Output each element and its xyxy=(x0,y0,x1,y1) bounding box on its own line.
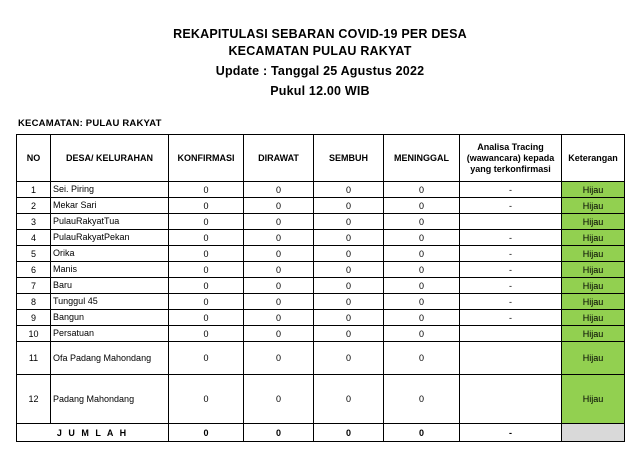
cell-konfirmasi: 0 xyxy=(169,214,244,230)
cell-sembuh: 0 xyxy=(314,262,384,278)
cell-meninggal: 0 xyxy=(384,198,460,214)
cell-konfirmasi: 0 xyxy=(169,310,244,326)
cell-no: 1 xyxy=(17,182,51,198)
cell-sembuh: 0 xyxy=(314,294,384,310)
cell-desa: Persatuan xyxy=(51,326,169,342)
cell-sembuh: 0 xyxy=(314,246,384,262)
cell-dirawat: 0 xyxy=(244,326,314,342)
rekap-table xyxy=(16,134,625,442)
cell-sembuh: 0 xyxy=(314,326,384,342)
table-row xyxy=(17,342,625,375)
cell-analisa: - xyxy=(460,310,562,326)
cell-konfirmasi: 0 xyxy=(169,246,244,262)
cell-analisa xyxy=(460,342,562,375)
col-header-meninggal: MENINGGAL xyxy=(384,135,460,182)
cell-analisa: - xyxy=(460,198,562,214)
cell-sembuh: 0 xyxy=(314,198,384,214)
cell-dirawat: 0 xyxy=(244,278,314,294)
cell-no: 9 xyxy=(17,310,51,326)
cell-dirawat: 0 xyxy=(244,342,314,375)
cell-konfirmasi: 0 xyxy=(169,294,244,310)
cell-sembuh: 0 xyxy=(314,375,384,424)
cell-analisa: - xyxy=(460,182,562,198)
title-line-1: REKAPITULASI SEBARAN COVID-19 PER DESA xyxy=(173,27,467,41)
cell-dirawat: 0 xyxy=(244,246,314,262)
total-sembuh: 0 xyxy=(314,424,384,442)
cell-analisa: - xyxy=(460,278,562,294)
cell-dirawat: 0 xyxy=(244,182,314,198)
cell-no: 6 xyxy=(17,262,51,278)
cell-no: 3 xyxy=(17,214,51,230)
cell-desa: Baru xyxy=(51,278,169,294)
table-row xyxy=(17,214,625,230)
cell-konfirmasi: 0 xyxy=(169,230,244,246)
table-row xyxy=(17,262,625,278)
col-header-desa: DESA/ KELURAHAN xyxy=(51,135,169,182)
table-row xyxy=(17,182,625,198)
cell-keterangan: Hijau xyxy=(562,326,625,342)
table-header xyxy=(17,135,625,182)
cell-desa: PulauRakyatPekan xyxy=(51,230,169,246)
cell-no: 10 xyxy=(17,326,51,342)
table-row xyxy=(17,230,625,246)
cell-dirawat: 0 xyxy=(244,214,314,230)
cell-no: 5 xyxy=(17,246,51,262)
cell-no: 7 xyxy=(17,278,51,294)
cell-meninggal: 0 xyxy=(384,310,460,326)
cell-desa: Ofa Padang Mahondang xyxy=(51,342,169,375)
cell-meninggal: 0 xyxy=(384,262,460,278)
cell-desa: Orika xyxy=(51,246,169,262)
total-meninggal: 0 xyxy=(384,424,460,442)
col-header-sembuh: SEMBUH xyxy=(314,135,384,182)
document-title-block xyxy=(16,0,624,100)
cell-konfirmasi: 0 xyxy=(169,262,244,278)
cell-keterangan: Hijau xyxy=(562,182,625,198)
cell-keterangan: Hijau xyxy=(562,198,625,214)
cell-analisa: - xyxy=(460,230,562,246)
cell-desa: Manis xyxy=(51,262,169,278)
title-line-3-update: Update : Tanggal 25 Agustus 2022 xyxy=(215,64,425,78)
table-row xyxy=(17,375,625,424)
cell-desa: Padang Mahondang xyxy=(51,375,169,424)
cell-keterangan: Hijau xyxy=(562,214,625,230)
cell-no: 4 xyxy=(17,230,51,246)
cell-dirawat: 0 xyxy=(244,262,314,278)
cell-sembuh: 0 xyxy=(314,342,384,375)
cell-analisa xyxy=(460,326,562,342)
cell-meninggal: 0 xyxy=(384,375,460,424)
cell-sembuh: 0 xyxy=(314,230,384,246)
cell-desa: PulauRakyatTua xyxy=(51,214,169,230)
cell-keterangan: Hijau xyxy=(562,230,625,246)
col-header-dirawat: DIRAWAT xyxy=(244,135,314,182)
cell-meninggal: 0 xyxy=(384,214,460,230)
cell-dirawat: 0 xyxy=(244,375,314,424)
table-row xyxy=(17,294,625,310)
cell-no: 12 xyxy=(17,375,51,424)
table-row xyxy=(17,198,625,214)
cell-analisa: - xyxy=(460,246,562,262)
table-row xyxy=(17,326,625,342)
cell-meninggal: 0 xyxy=(384,182,460,198)
title-line-4-time: Pukul 12.00 WIB xyxy=(270,84,370,98)
table-row xyxy=(17,310,625,326)
col-header-no: NO xyxy=(17,135,51,182)
cell-konfirmasi: 0 xyxy=(169,278,244,294)
cell-meninggal: 0 xyxy=(384,326,460,342)
cell-sembuh: 0 xyxy=(314,182,384,198)
cell-meninggal: 0 xyxy=(384,278,460,294)
col-header-analisa-tracing: Analisa Tracing (wawancara) kepada yang terkonfirmasi xyxy=(460,135,562,182)
cell-no: 11 xyxy=(17,342,51,375)
cell-keterangan: Hijau xyxy=(562,294,625,310)
cell-dirawat: 0 xyxy=(244,310,314,326)
cell-sembuh: 0 xyxy=(314,214,384,230)
cell-meninggal: 0 xyxy=(384,342,460,375)
cell-meninggal: 0 xyxy=(384,246,460,262)
cell-konfirmasi: 0 xyxy=(169,326,244,342)
cell-keterangan: Hijau xyxy=(562,375,625,424)
cell-dirawat: 0 xyxy=(244,294,314,310)
cell-no: 8 xyxy=(17,294,51,310)
cell-analisa xyxy=(460,214,562,230)
table-row xyxy=(17,278,625,294)
cell-meninggal: 0 xyxy=(384,230,460,246)
cell-keterangan: Hijau xyxy=(562,278,625,294)
col-header-konfirmasi: KONFIRMASI xyxy=(169,135,244,182)
cell-konfirmasi: 0 xyxy=(169,375,244,424)
cell-analisa: - xyxy=(460,262,562,278)
cell-dirawat: 0 xyxy=(244,230,314,246)
total-dirawat: 0 xyxy=(244,424,314,442)
cell-keterangan: Hijau xyxy=(562,342,625,375)
cell-desa: Tunggul 45 xyxy=(51,294,169,310)
subheader-kecamatan: KECAMATAN: PULAU RAKYAT xyxy=(18,118,162,129)
cell-keterangan: Hijau xyxy=(562,262,625,278)
table-row xyxy=(17,246,625,262)
cell-dirawat: 0 xyxy=(244,198,314,214)
total-analisa: - xyxy=(460,424,562,442)
table-body xyxy=(17,182,625,442)
cell-konfirmasi: 0 xyxy=(169,182,244,198)
cell-analisa xyxy=(460,375,562,424)
cell-keterangan: Hijau xyxy=(562,310,625,326)
table-total-row xyxy=(17,424,625,442)
cell-sembuh: 0 xyxy=(314,278,384,294)
cell-desa: Mekar Sari xyxy=(51,198,169,214)
col-header-keterangan: Keterangan xyxy=(562,135,625,182)
total-keterangan xyxy=(562,424,625,442)
cell-analisa: - xyxy=(460,294,562,310)
total-label: J U M L A H xyxy=(17,424,169,442)
cell-meninggal: 0 xyxy=(384,294,460,310)
cell-konfirmasi: 0 xyxy=(169,342,244,375)
cell-no: 2 xyxy=(17,198,51,214)
cell-keterangan: Hijau xyxy=(562,246,625,262)
table-header-row xyxy=(17,135,625,182)
cell-desa: Bangun xyxy=(51,310,169,326)
cell-konfirmasi: 0 xyxy=(169,198,244,214)
cell-sembuh: 0 xyxy=(314,310,384,326)
title-line-2: KECAMATAN PULAU RAKYAT xyxy=(228,44,412,58)
total-konfirmasi: 0 xyxy=(169,424,244,442)
cell-desa: Sei. Piring xyxy=(51,182,169,198)
